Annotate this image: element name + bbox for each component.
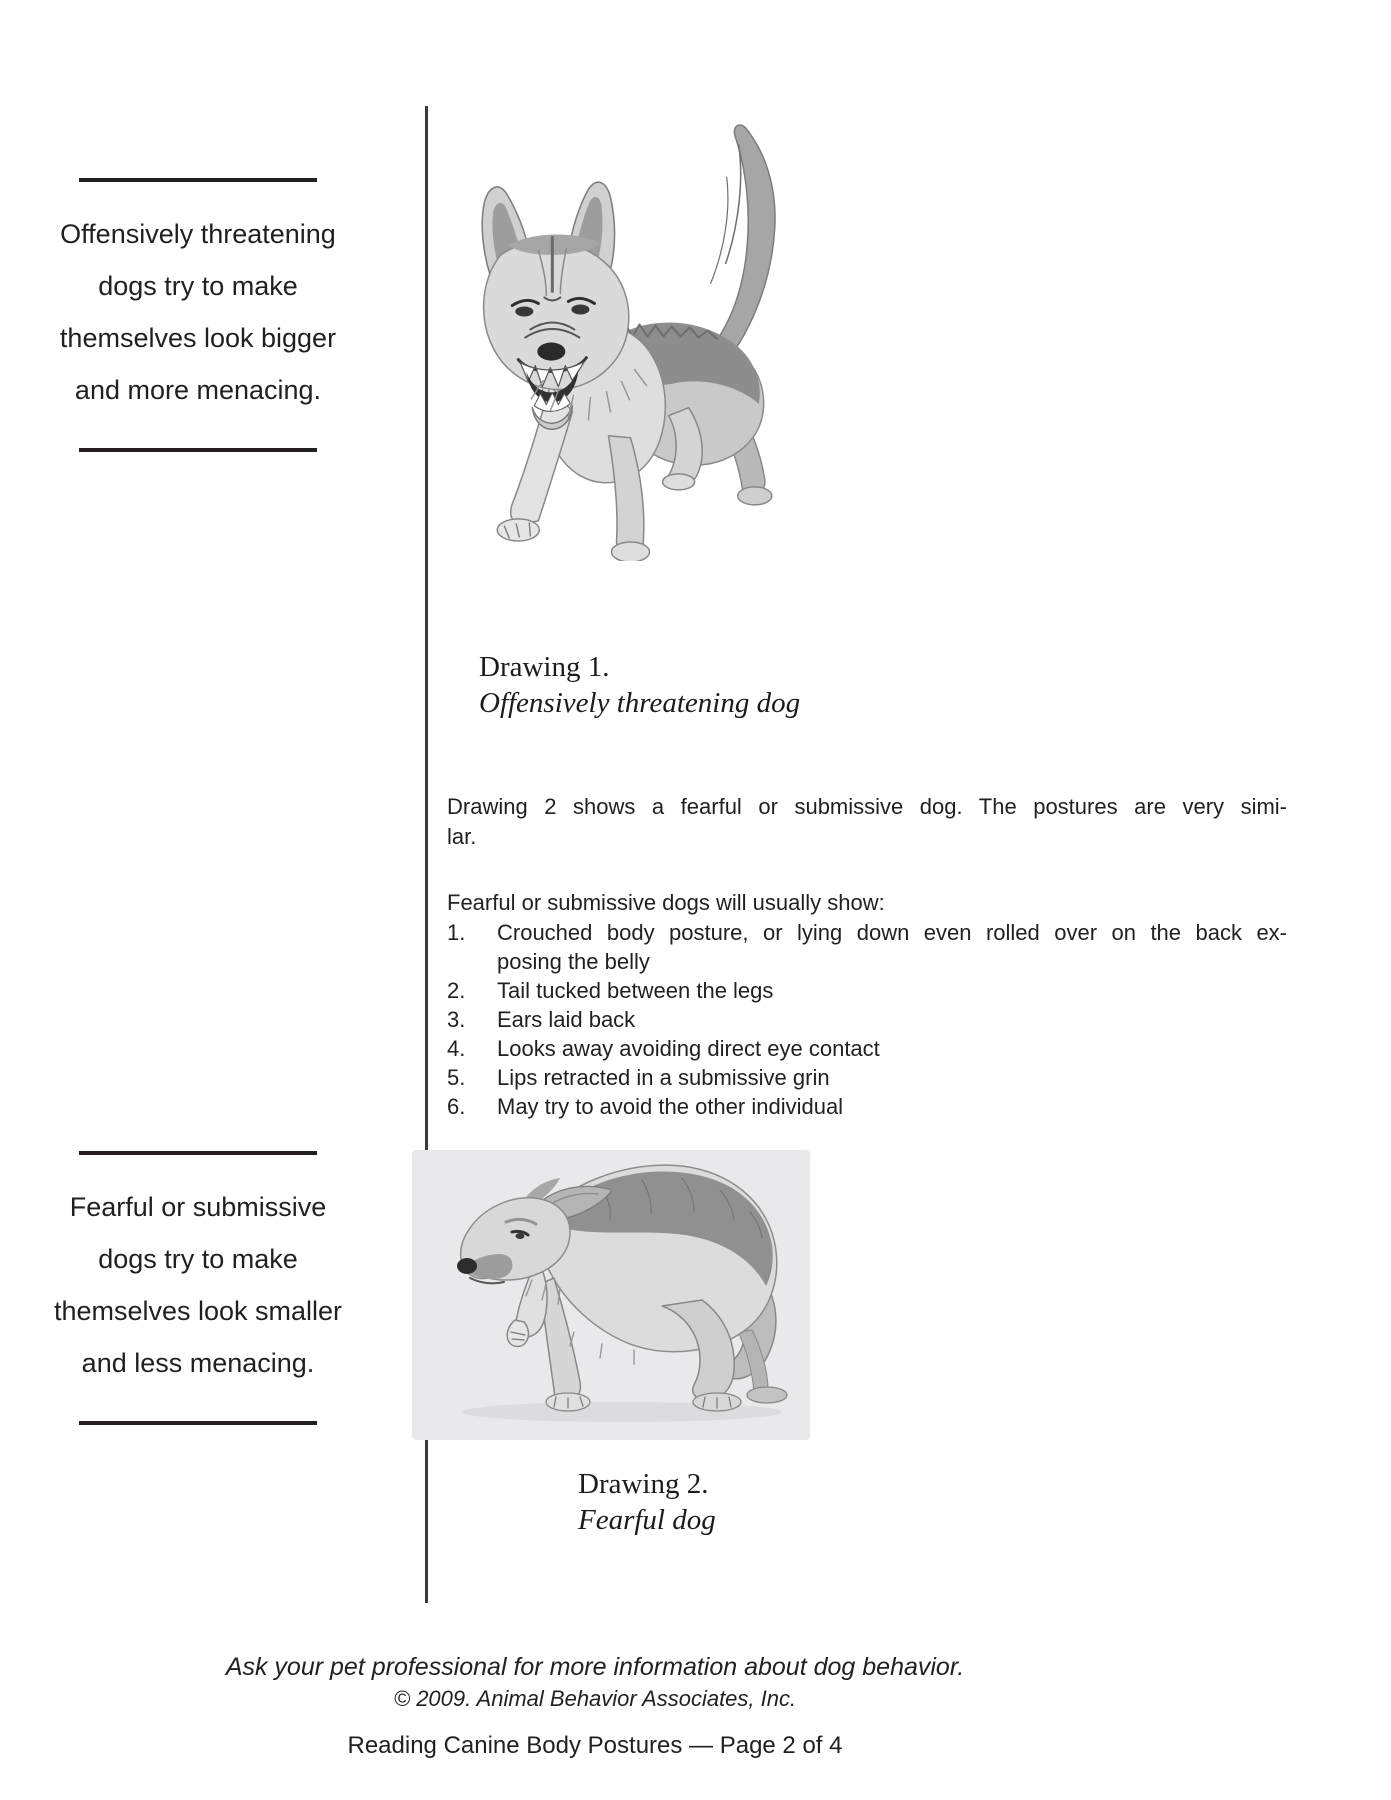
drawing2-caption-subtitle: Fearful dog [578,1504,716,1536]
paragraph-drawing2-intro [447,792,1287,852]
drawing1-caption-title: Drawing 1. [479,651,610,683]
fearful-dog-illustration [412,1150,810,1440]
list-number: 6. [447,1094,466,1119]
list-item-line: posing the belly [497,949,650,974]
pull-quote-line: and less menacing. [81,1348,315,1378]
pull-quote-line: themselves look smaller [53,1296,343,1326]
submissive-signs-list [447,888,1287,1121]
paragraph-line: Drawing 2 shows a fearful or submissive dog. The postures are very simi- [447,794,1287,819]
pull-quote-line: and more menacing. [74,375,322,405]
pull-quote-fearful [48,1151,348,1425]
paragraph-line: lar. [447,824,477,849]
pull-quote-line: Offensively threatening [60,219,336,249]
footer-advice: Ask your pet professional for more information about dog behavior. [225,1653,965,1681]
list-number: 4. [447,1036,466,1061]
pull-quote-text [48,208,348,416]
quote-rule-top [79,1151,317,1155]
pull-quote-line: themselves look bigger [59,323,337,353]
list-item-line: Crouched body posture, or lying down even rolled over on the back ex- [497,920,1287,945]
list-item [447,918,1287,976]
list-number: 3. [447,1007,466,1032]
list-number: 1. [447,920,466,945]
drawing1-caption [479,650,800,722]
pull-quote-text [48,1181,348,1389]
pull-quote-line: Fearful or submissive [69,1192,327,1222]
quote-rule-top [79,178,317,182]
pull-quote-line: dogs try to make [98,271,298,301]
list-item [447,976,1287,1005]
list-intro: Fearful or submissive dogs will usually show: [447,890,885,915]
list-item [447,1034,1287,1063]
list-item [447,1092,1287,1121]
drawing2-caption-title: Drawing 2. [578,1468,709,1500]
list-item-line: Ears laid back [497,1007,636,1032]
dog2-sketch [412,1150,810,1440]
list-item-line: Looks away avoiding direct eye contact [497,1036,880,1061]
list-number: 5. [447,1065,466,1090]
list-item [447,1063,1287,1092]
quote-rule-bottom [79,448,317,452]
page-footer [0,1650,1190,1762]
list-item-line: Tail tucked between the legs [497,978,774,1003]
list-number: 2. [447,978,466,1003]
dog1-sketch [482,125,775,561]
pull-quote-offensive [48,178,348,452]
offensive-dog-illustration [438,85,814,561]
pull-quote-line: dogs try to make [98,1244,298,1274]
quote-rule-bottom [79,1421,317,1425]
list-item [447,1005,1287,1034]
footer-page-title: Reading Canine Body Postures — Page 2 of 4 [347,1732,843,1759]
list-item-line: Lips retracted in a submissive grin [497,1065,830,1090]
list-item-line: May try to avoid the other individual [497,1094,844,1119]
drawing2-caption [578,1467,716,1539]
footer-copyright: © 2009. Animal Behavior Associates, Inc. [393,1686,797,1711]
drawing1-caption-subtitle: Offensively threatening dog [479,687,801,719]
